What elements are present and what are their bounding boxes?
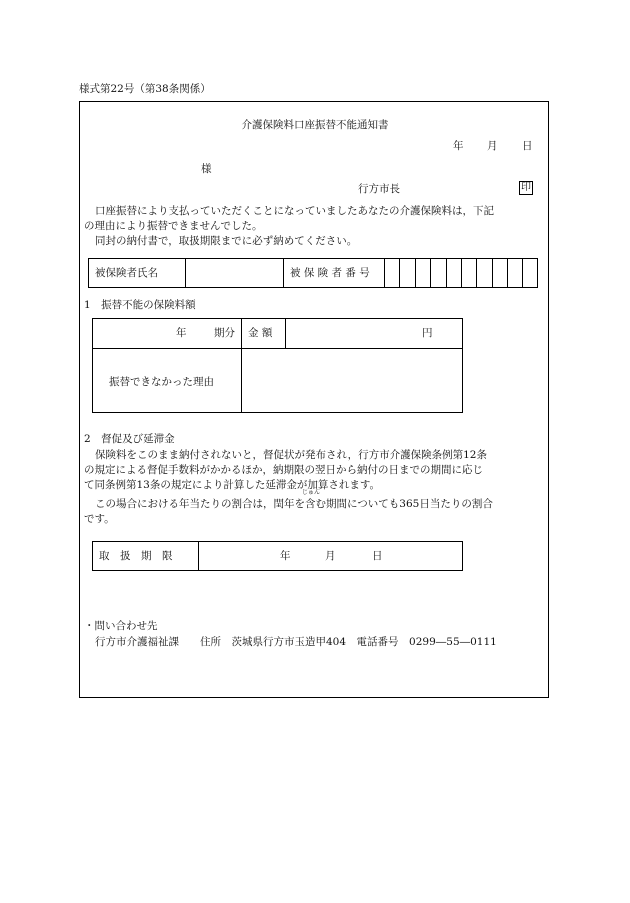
yen-label: 円 [422, 327, 433, 339]
date-day: 日 [522, 140, 533, 152]
intro-line-2: の理由により振替できませんでした。 [84, 220, 263, 232]
section2-p1-line1: 保険料をこのまま納付されないと，督促状が発布され，行方市介護保険条例第12条 [95, 449, 487, 461]
deadline-month: 月 [325, 550, 336, 562]
reason-label: 振替できなかった理由 [109, 376, 214, 388]
issuer-name: 行方市長 [358, 183, 400, 195]
document-title: 介護保険料口座振替不能通知書 [241, 119, 389, 131]
intro-line-3: 同封の納付書で，取扱期限までに必ず納めてください。 [95, 235, 358, 247]
premium-amount-table [92, 318, 463, 413]
section1-heading: 1 振替不能の保険料額 [84, 299, 196, 311]
deadline-day: 日 [372, 550, 383, 562]
insured-name-label: 被保険者氏名 [95, 267, 158, 279]
deadline-year: 年 [280, 550, 291, 562]
addressee-suffix: 様 [201, 163, 212, 175]
intro-line-1: 口座振替により支払っていただくことになっていましたあなたの介護保険料は，下記 [95, 205, 494, 217]
section2-p2-line1: この場合における年当たりの割合は，閏年を含む期間についても365日当たりの割合 [95, 498, 493, 510]
insured-number-label: 被 保 険 者 番 号 [290, 267, 370, 279]
contact-details: 行方市介護福祉課 住所 茨城県行方市玉造甲404 電話番号 0299―55―0111 [95, 636, 497, 648]
section2-p1-line2: の規定による督促手数料がかかるほか，納期限の翌日から納付の日までの期間に応じ [84, 464, 483, 476]
deadline-label: 取 扱 期 限 [99, 550, 173, 562]
form-number: 様式第22号（第38条関係） [79, 83, 211, 95]
seal-mark: 印 [521, 182, 531, 193]
ruby-jun: じゅん [302, 489, 321, 496]
contact-heading: ・問い合わせ先 [84, 620, 158, 632]
date-year: 年 [453, 140, 464, 152]
date-month: 月 [487, 140, 498, 152]
section2-heading: 2 督促及び延滞金 [84, 433, 175, 445]
period-label: 期分 [214, 327, 235, 339]
period-year-label: 年 [176, 327, 187, 339]
amount-label: 金 額 [248, 327, 273, 339]
section2-p2-line2: です。 [84, 513, 115, 525]
section2-p1-line3: て同条例第13条の規定により計算した延滞金が加算されます。 [84, 479, 381, 491]
